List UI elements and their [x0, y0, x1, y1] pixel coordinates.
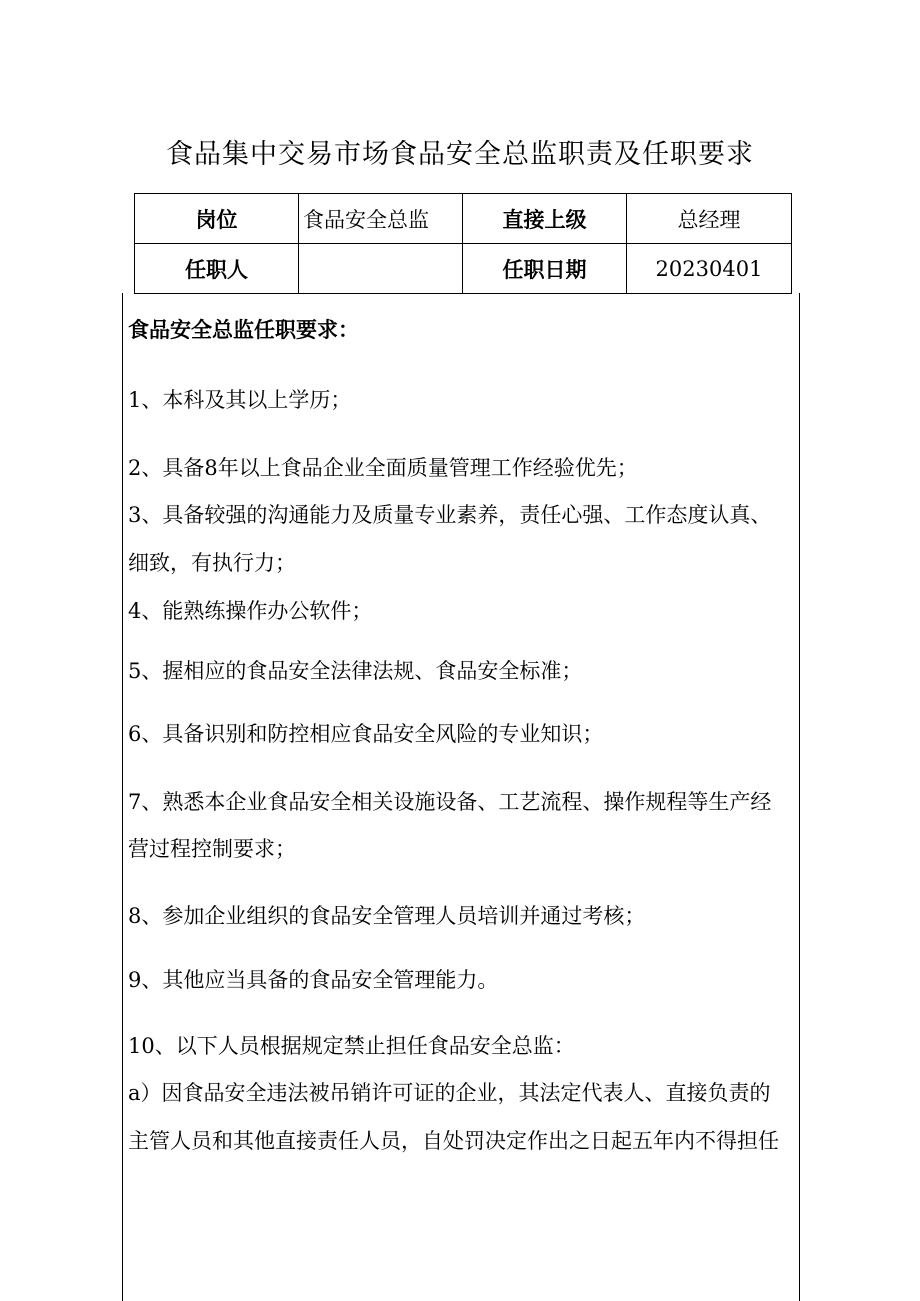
holder-value — [299, 244, 463, 294]
supervisor-value: 总经理 — [627, 194, 792, 244]
requirement-line: 6、具备识别和防控相应食品安全风险的专业知识； — [128, 722, 604, 746]
holder-label: 任职人 — [135, 244, 299, 294]
table-row — [135, 194, 792, 244]
requirement-line: 8、参加企业组织的食品安全管理人员培训并通过考核； — [128, 904, 646, 928]
requirement-line: 10、以下人员根据规定禁止担任食品安全总监： — [128, 1034, 575, 1058]
requirement-line: 主管人员和其他直接责任人员，自处罚决定作出之日起五年内不得担任 — [128, 1129, 779, 1153]
requirement-line: 细致，有执行力； — [128, 551, 296, 575]
requirement-line: 4、能熟练操作办公软件； — [128, 599, 373, 623]
requirement-line: 9、其他应当具备的食品安全管理能力。 — [128, 968, 499, 992]
requirement-line: 营过程控制要求； — [128, 837, 296, 861]
table-row — [135, 244, 792, 294]
requirement-line: 1、本科及其以上学历； — [128, 388, 352, 412]
requirement-line: 5、握相应的食品安全法律法规、食品安全标准； — [128, 659, 583, 683]
requirement-line: 2、具备8年以上食品企业全面质量管理工作经验优先； — [128, 456, 638, 480]
date-label: 任职日期 — [463, 244, 627, 294]
position-value: 食品安全总监 — [299, 194, 463, 244]
requirement-line: 7、熟悉本企业食品安全相关设施设备、工艺流程、操作规程等生产经 — [128, 790, 772, 814]
requirements-heading: 食品安全总监任职要求： — [128, 318, 359, 342]
position-label: 岗位 — [135, 194, 299, 244]
supervisor-label: 直接上级 — [463, 194, 627, 244]
requirement-line: a）因食品安全违法被吊销许可证的企业，其法定代表人、直接负责的 — [128, 1081, 771, 1105]
requirement-line: 3、具备较强的沟通能力及质量专业素养，责任心强、工作态度认真、 — [128, 503, 772, 527]
page-title: 食品集中交易市场食品安全总监职责及任职要求 — [166, 139, 754, 170]
date-value: 20230401 — [627, 244, 792, 294]
position-info-table — [134, 193, 792, 294]
